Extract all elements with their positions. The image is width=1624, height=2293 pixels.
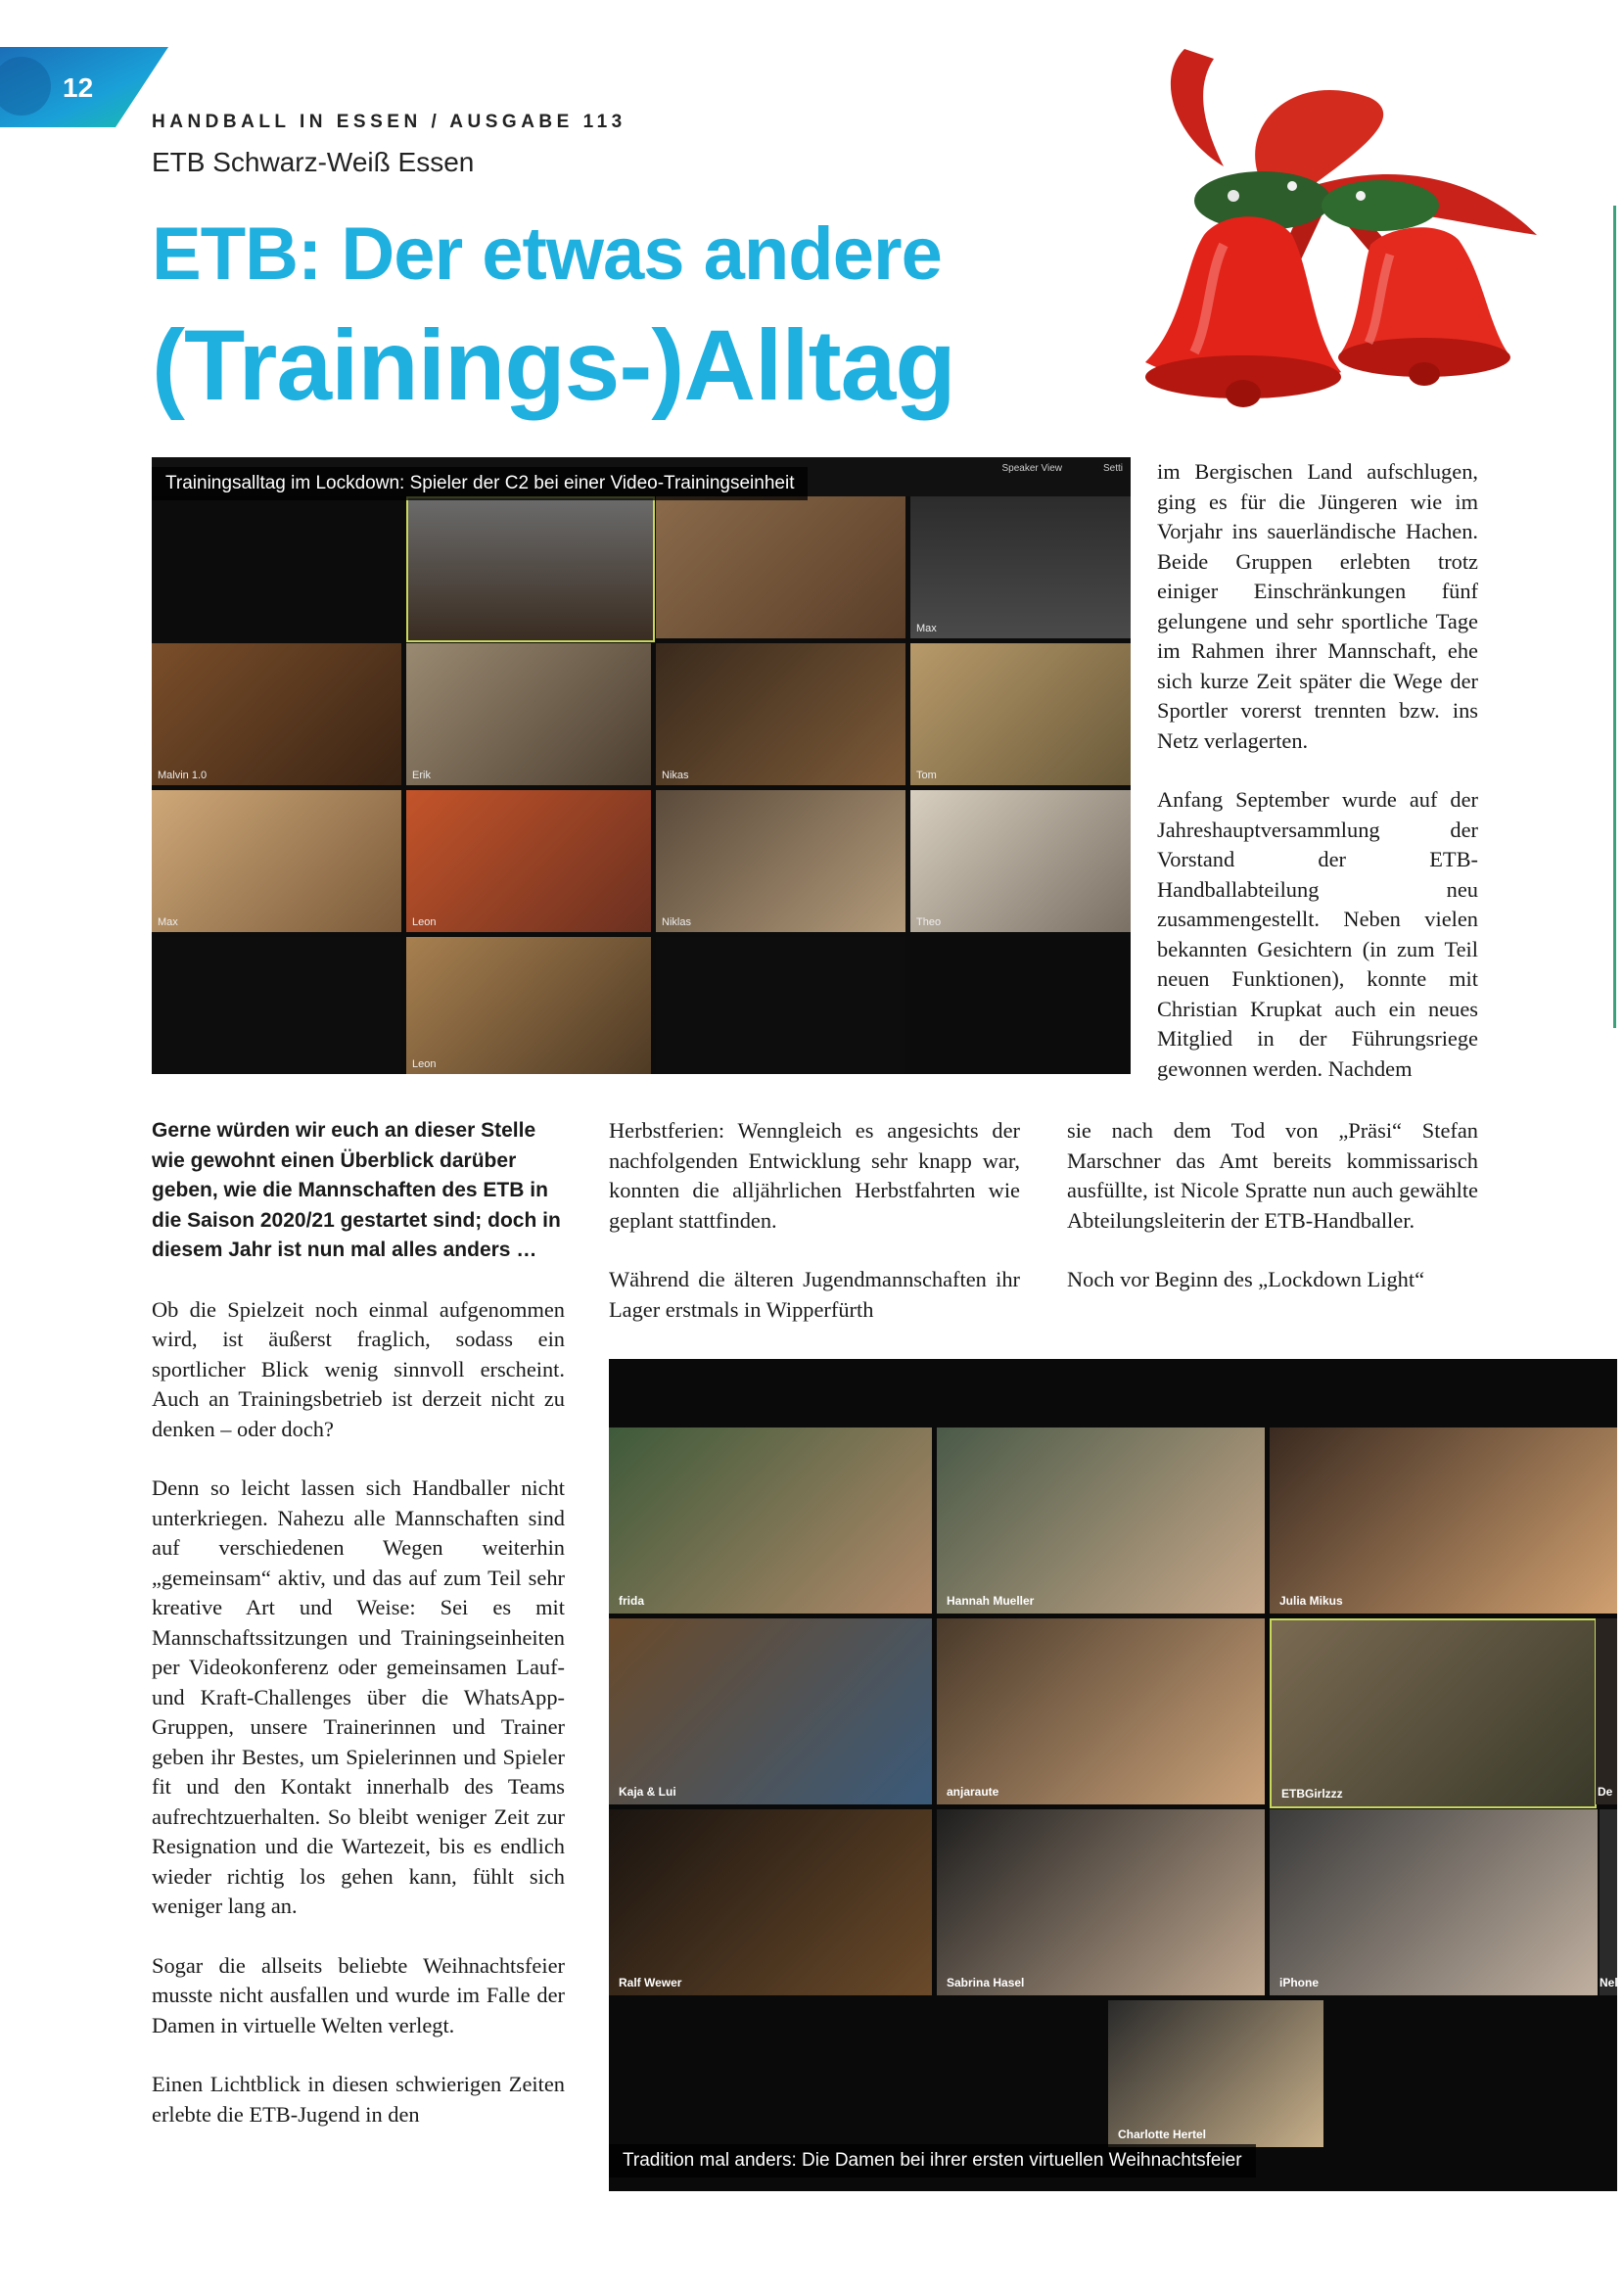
video-tile: iPhone <box>1270 1809 1598 1995</box>
article-lead: Gerne würden wir euch an dieser Stelle wie gewohnt einen Überblick darüber geben, wie die Mannschaften des ETB in die Saison 2020/21 gestartet sind; doch in diesem Jahr ist nun mal alles anders … <box>152 1119 561 1261</box>
club-name: ETB Schwarz-Weiß Essen <box>152 147 475 177</box>
paragraph: Einen Lichtblick in diesen schwierigen Zeiten erlebte die ETB-Jugend in den <box>152 2072 565 2127</box>
paragraph: sie nach dem Tod von „Präsi“ Stefan Marschner das Amt bereits kommissarisch ausfüllte, ist Nicole Spratte nun auch gewählte Abteilungsleiterin der ETB-Handballer. <box>1067 1118 1478 1233</box>
edge-rule <box>1613 206 1616 1028</box>
video-tile: Leon <box>406 937 651 1074</box>
article-column-1 <box>152 1116 565 2129</box>
video-tile: Nele <box>1600 1809 1617 1995</box>
video-tile: Max <box>152 790 401 932</box>
video-tile: Ralf Wewer <box>609 1809 932 1995</box>
photo2-caption: Tradition mal anders: Die Damen bei ihrer ersten virtuellen Weihnachtsfeier <box>609 2144 1256 2177</box>
video-tile: anjaraute <box>937 1618 1265 1804</box>
christmas-party-photo <box>609 1359 1624 2191</box>
video-tile: Charlotte Hertel <box>1108 2000 1323 2147</box>
video-tile <box>656 496 905 638</box>
video-tile: Niklas <box>656 790 905 932</box>
settings-label: Setti <box>1102 463 1123 474</box>
video-tile: Erik <box>406 643 651 785</box>
training-video-photo <box>152 457 1131 1074</box>
page-number: 12 <box>63 72 94 103</box>
paragraph: Herbstferien: Wenngleich es angesichts der nachfolgenden Entwicklung sehr knapp war, konnten die alljährlichen Herbstfahrten wie geplant stattfinden. <box>609 1118 1020 1233</box>
video-tile <box>406 496 655 642</box>
paragraph: Anfang September wurde auf der Jahreshauptversammlung der Vorstand der ETB-Handballabteilung neu zusammengestellt. Neben vielen bekannten Gesichtern (in zum Teil neuen Funktionen), konnte mit Christian Krupkat auch ein neues Mitglied in der Führungsriege gewonnen werden. Nachdem <box>1157 787 1478 1081</box>
video-tile: ETBGirlzzz <box>1270 1618 1597 1808</box>
headline-line1: ETB: Der etwas andere <box>152 212 942 296</box>
video-tile: Kaja & Lui <box>609 1618 932 1804</box>
video-tile: Leon <box>406 790 651 932</box>
article-column-2 <box>609 1116 1020 1325</box>
video-tile: Sabrina Hasel <box>937 1809 1265 1995</box>
kicker: HANDBALL IN ESSEN / AUSGABE 113 <box>152 112 626 132</box>
video-tile: Nikas <box>656 643 905 785</box>
video-tile-label: Max <box>916 623 937 634</box>
video-tile: Julia Mikus <box>1270 1427 1617 1614</box>
paragraph: Sogar die allseits beliebte Weihnachtsfeier musste nicht ausfallen und wurde im Falle der Damen in virtuelle Welten verlegt. <box>152 1952 565 2037</box>
video-tile: De <box>1596 1618 1617 1804</box>
video-tile: frida <box>609 1427 932 1614</box>
paragraph: Denn so leicht lassen sich Handballer nicht unterkriegen. Nahezu alle Mannschaften sind auf verschiedenen Wegen weiterhin „gemeinsam“ aktiv, und das auf zum Teil sehr kreative Art und Weise: Sei es mit Mannschaftssitzungen und Trainingseinheiten per Videokonferenz oder gemeinsamen Lauf- und Kraft-Challenges über die WhatsApp-Gruppen, unsere Trainerinnen und Trainer geben ihr Bestes, um Spielerinnen und Spieler fit und den Kontakt innerhalb des Teams aufrechtzuerhalten. So bleibt weniger Zeit zur Resignation und die Wartezeit, bis es endlich wieder richtig los gehen kann, fühlt sich weniger lang an. <box>152 1475 565 1918</box>
paragraph: Noch vor Beginn des „Lockdown Light“ <box>1067 1267 1425 1291</box>
video-tile <box>656 937 905 1074</box>
headline-line2: (Trainings-)Alltag <box>152 309 955 421</box>
christmas-bells-illustration <box>1116 39 1566 431</box>
video-tile: Tom <box>910 643 1131 785</box>
paragraph: im Bergischen Land aufschlugen, ging es für die Jüngeren wie im Vorjahr ins sauerländische Hachen. Beide Gruppen erlebten trotz einiger Einschränkungen fünf gelungene und sehr sportliche Tage im Rahmen ihrer Mannschaft, ehe sich kurze Zeit später die Wege der Sportler vorerst trennten bzw. ins Netz verlagerten. <box>1157 459 1478 753</box>
article-column-3-top <box>1157 457 1478 1084</box>
video-tile: Theo <box>910 790 1131 932</box>
paragraph: Ob die Spielzeit noch einmal aufgenommen wird, ist äußerst fraglich, sodass ein sportlicher Blick wenig sinnvoll erscheint. Auch an Trainingsbetrieb ist derzeit nicht zu denken – oder doch? <box>152 1296 565 1441</box>
photo1-caption: Trainingsalltag im Lockdown: Spieler der C2 bei einer Video-Trainingseinheit <box>152 467 808 500</box>
video-tile <box>152 937 401 1074</box>
article-column-3-bottom <box>1067 1116 1478 1295</box>
video-tile: Hannah Mueller <box>937 1427 1265 1614</box>
speaker-view-label: Speaker View <box>1001 463 1062 474</box>
paragraph: Während die älteren Jugendmannschaften ihr Lager erstmals in Wipperfürth <box>609 1267 1020 1322</box>
video-tile: Malvin 1.0 <box>152 643 401 785</box>
